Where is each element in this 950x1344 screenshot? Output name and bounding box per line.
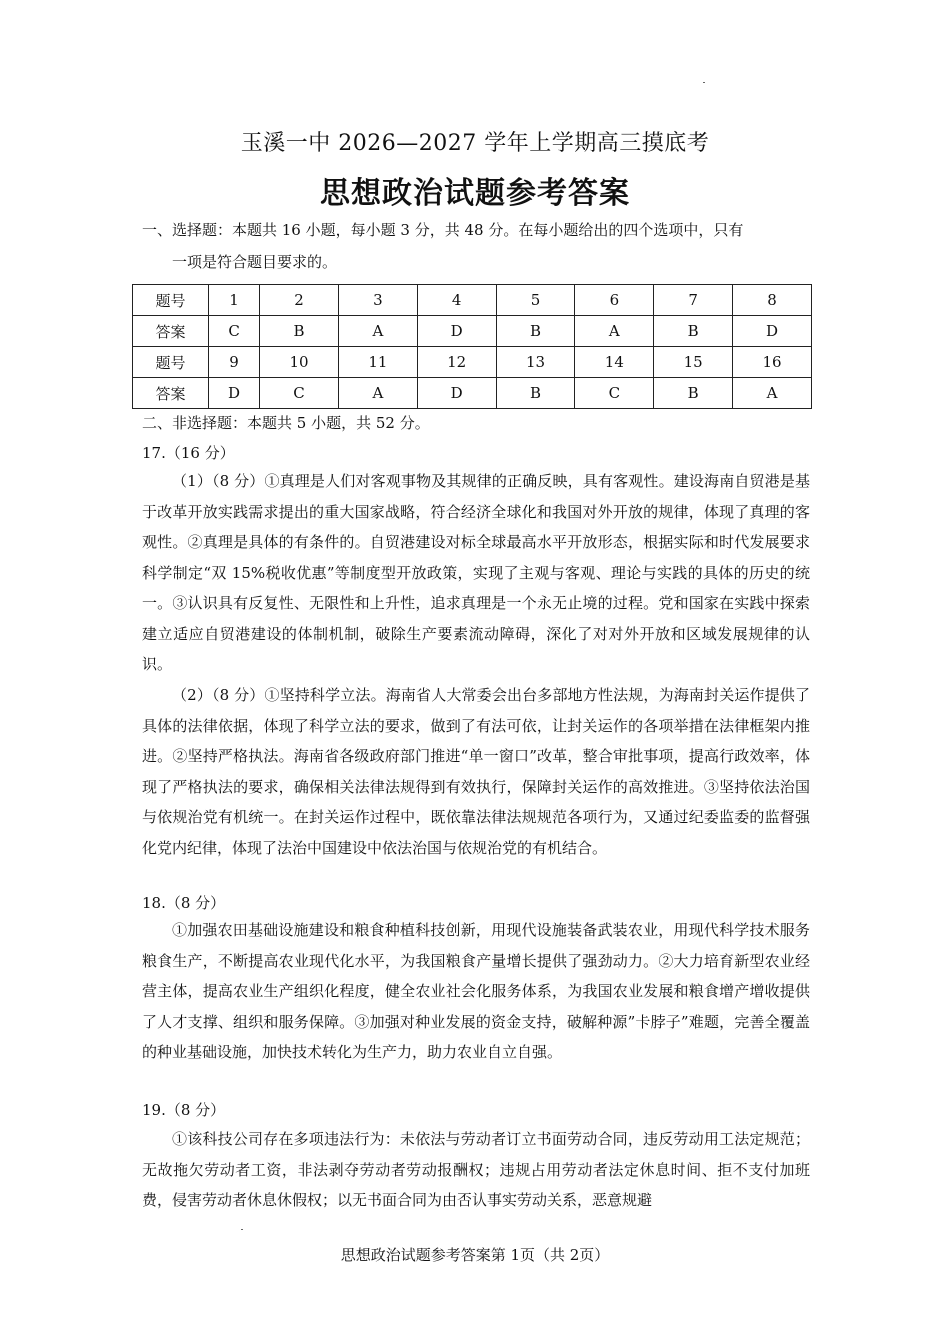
table-cell: 9 (209, 347, 260, 378)
table-cell: 答案 (133, 316, 209, 347)
page-footer: 思想政治试题参考答案第 1页（共 2页） (340, 1246, 610, 1264)
table-cell: 16 (733, 347, 812, 378)
section1-heading-cont: 一项是符合题目要求的。 (172, 253, 338, 271)
table-cell: 题号 (133, 285, 209, 316)
section2-heading: 二、非选择题：本题共 5 小题，共 52 分。 (142, 414, 430, 432)
table-cell: B (654, 378, 733, 409)
table-cell: B (654, 316, 733, 347)
table-cell: 7 (654, 285, 733, 316)
table-cell: A (733, 378, 812, 409)
table-cell: 2 (260, 285, 339, 316)
table-row (133, 285, 812, 316)
table-cell: 1 (209, 285, 260, 316)
table-cell: A (338, 316, 417, 347)
table-cell: D (417, 378, 496, 409)
table-cell: B (496, 316, 575, 347)
table-cell: 答案 (133, 378, 209, 409)
table-cell: C (260, 378, 339, 409)
table-cell: D (733, 316, 812, 347)
table-cell: B (496, 378, 575, 409)
table-cell: B (260, 316, 339, 347)
table-cell: A (338, 378, 417, 409)
table-row (133, 378, 812, 409)
table-cell: 12 (417, 347, 496, 378)
table-cell: 4 (417, 285, 496, 316)
table-row (133, 316, 812, 347)
q17-label: 17.（16 分） (142, 444, 235, 462)
section1-heading: 一、选择题：本题共 16 小题，每小题 3 分，共 48 分。在每小题给出的四个选项中，只有 (142, 221, 744, 239)
table-cell: 15 (654, 347, 733, 378)
answer-table (132, 284, 812, 409)
scan-dot (703, 82, 705, 83)
table-cell: 10 (260, 347, 339, 378)
q18-answer: ①加强农田基础设施建设和粮食种植科技创新，用现代设施装备武装农业，用现代科学技术服务粮食生产，不断提高农业现代化水平，为我国粮食产量增长提供了强劲动力。②大力培育新型农业经营主体，提高农业生产组织化程度，健全农业社会化服务体系，为我国农业发展和粮食增产增收提供了人才支撑、组织和服务保障。③加强对种业发展的资金支持，破解种源”卡脖子”难题，完善全覆盖的种业基础设施，加快技术转化为生产力，助力农业自立自强。 (142, 921, 810, 1061)
q17-part1-answer: （1）（8 分）①真理是人们对客观事物及其规律的正确反映，具有客观性。建设海南自贸港是基于改革开放实践需求提出的重大国家战略，符合经济全球化和我国对外开放的规律，体现了真理的客观性。②真理是具体的有条件的。自贸港建设对标全球最高水平开放形态，根据实际和时代发展要求科学制定“双 15%税收优惠”等制度型开放政策，实现了主观与客观、理论与实践的具体的历史的统一。③认识具有反复性、无限性和上升性，追求真理是一个永无止境的过程。党和国家在实践中探索建立适应自贸港建设的体制机制，破除生产要素流动障碍，深化了对对外开放和区域发展规律的认识。 (142, 472, 810, 673)
scan-dot (241, 1229, 243, 1230)
q18-label: 18.（8 分） (142, 894, 226, 912)
table-cell: D (417, 316, 496, 347)
table-cell: 8 (733, 285, 812, 316)
table-row (133, 347, 812, 378)
subject-title: 思想政治试题参考答案 (320, 176, 630, 211)
table-cell: C (209, 316, 260, 347)
table-cell: C (575, 378, 654, 409)
table-cell: A (575, 316, 654, 347)
table-cell: 3 (338, 285, 417, 316)
exam-title: 玉溪一中 2026—2027 学年上学期高三摸底考 (240, 131, 710, 156)
table-cell: 6 (575, 285, 654, 316)
table-cell: 5 (496, 285, 575, 316)
table-cell: 11 (338, 347, 417, 378)
q17-part2-answer: （2）（8 分）①坚持科学立法。海南省人大常委会出台多部地方性法规，为海南封关运作提供了具体的法律依据，体现了科学立法的要求，做到了有法可依，让封关运作的各项举措在法律框架内推进。②坚持严格执法。海南省各级政府部门推进“单一窗口”改革，整合审批事项，提高行政效率，体现了严格执法的要求，确保相关法律法规得到有效执行，保障封关运作的高效推进。③坚持依法治国与依规治党有机统一。在封关运作过程中，既依靠法律法规规范各项行为，又通过纪委监委的监督强化党内纪律，体现了法治中国建设中依法治国与依规治党的有机结合。 (142, 686, 810, 857)
table-cell: 14 (575, 347, 654, 378)
table-cell: 题号 (133, 347, 209, 378)
table-cell: 13 (496, 347, 575, 378)
q19-label: 19.（8 分） (142, 1101, 226, 1119)
table-cell: D (209, 378, 260, 409)
q19-answer: ①该科技公司存在多项违法行为：未依法与劳动者订立书面劳动合同，违反劳动用工法定规范；无故拖欠劳动者工资，非法剥夺劳动者劳动报酬权；违规占用劳动者法定休息时间、拒不支付加班费，侵害劳动者休息休假权；以无书面合同为由否认事实劳动关系，恶意规避 (142, 1130, 810, 1209)
